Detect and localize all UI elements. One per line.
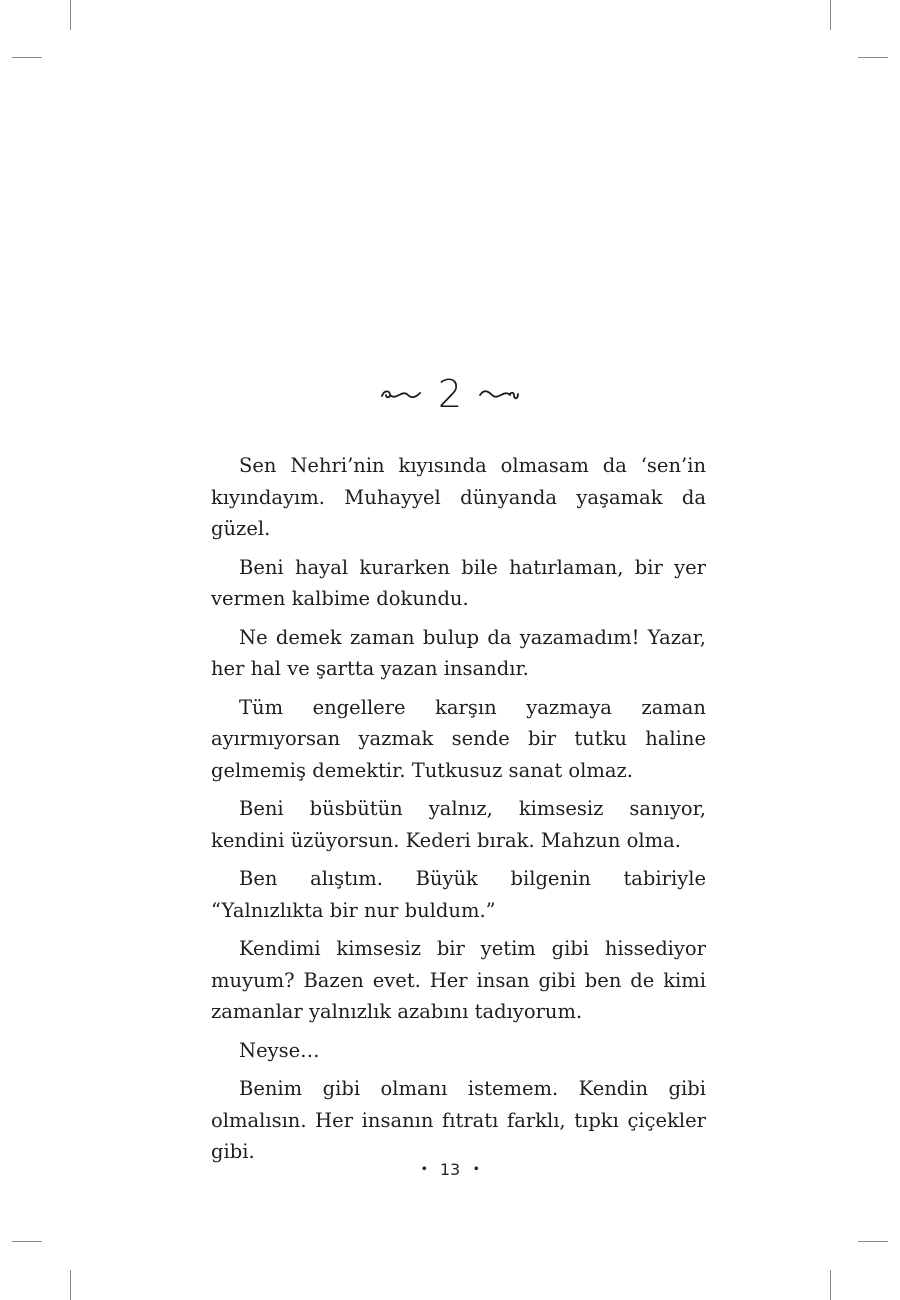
paragraph: Kendimi kimsesiz bir yetim gibi hissediyor muyum? Bazen evet. Her insan gibi ben de kimi zamanlar yalnızlık azabını tadıyorum. — [211, 937, 706, 1023]
folio-left-ornament-icon: • — [417, 1161, 431, 1178]
paragraph: Ben alıştım. Büyük bilgenin tabiriyle “Yalnızlıkta bir nur buldum.” — [211, 867, 706, 922]
right-swirl-ornament-icon — [476, 384, 522, 404]
page-footer — [0, 1160, 900, 1179]
folio-right-ornament-icon: • — [469, 1161, 483, 1178]
crop-mark-top-right-horizontal — [858, 57, 888, 58]
crop-mark-top-right-vertical — [830, 0, 831, 30]
left-swirl-ornament-icon — [378, 384, 424, 404]
crop-mark-bottom-left-vertical — [70, 1270, 71, 1300]
crop-mark-top-left-horizontal — [12, 57, 42, 58]
paragraph: Beni büsbütün yalnız, kimsesiz sanıyor, kendini üzüyorsun. Kederi bırak. Mahzun olma. — [211, 797, 706, 852]
chapter-heading — [0, 368, 900, 420]
paragraph: Benim gibi olmanı istemem. Kendin gibi olmalısın. Her insanın fıtratı farklı, tıpkı çiçekler gibi. — [211, 1077, 706, 1163]
page-number: 13 — [439, 1160, 461, 1179]
paragraph: Sen Nehri’nin kıyısında olmasam da ‘sen’in kıyındayım. Muhayyel dünyanda yaşamak da güzel. — [211, 454, 706, 540]
crop-mark-top-left-vertical — [70, 0, 71, 30]
paragraph: Beni hayal kurarken bile hatırlaman, bir yer vermen kalbime dokundu. — [211, 555, 706, 610]
crop-mark-bottom-right-vertical — [830, 1270, 831, 1300]
crop-mark-bottom-right-horizontal — [858, 1241, 888, 1242]
chapter-number: 2 — [437, 372, 463, 416]
paragraph: Neyse… — [239, 1038, 320, 1062]
crop-mark-bottom-left-horizontal — [12, 1241, 42, 1242]
body-text — [211, 450, 706, 1178]
paragraph: Ne demek zaman bulup da yazamadım! Yazar, her hal ve şartta yazan insandır. — [211, 625, 706, 680]
paragraph: Tüm engellere karşın yazmaya zaman ayırmıyorsan yazmak sende bir tutku haline gelmemiş demektir. Tutkusuz sanat olmaz. — [211, 695, 706, 782]
